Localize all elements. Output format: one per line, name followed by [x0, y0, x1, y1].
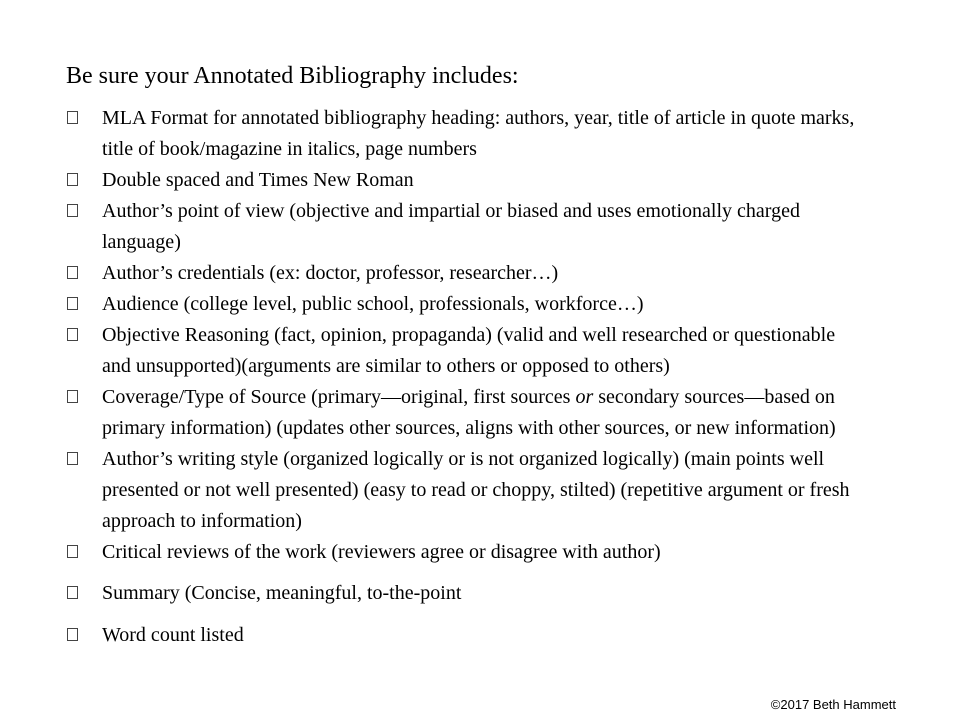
- checklist-item-text: Audience (college level, public school, professionals, workforce…): [102, 293, 644, 315]
- checkbox-icon: [67, 328, 78, 341]
- checkbox-icon: [67, 586, 78, 599]
- copyright-notice: ©2017 Beth Hammett: [770, 697, 896, 712]
- checklist: [66, 103, 866, 651]
- checklist-item-text: MLA Format for annotated bibliography heading: authors, year, title of article in quote marks, title of book/magazine in italics, page numbers: [102, 107, 855, 160]
- checkbox-icon: [67, 111, 78, 124]
- checklist-item-text: Author’s credentials (ex: doctor, professor, researcher…): [102, 262, 559, 284]
- checklist-item-text-start: Coverage/Type of Source (primary—original, first sources: [102, 386, 576, 408]
- checklist-item-critical-reviews: [66, 537, 866, 568]
- checkbox-icon: [67, 297, 78, 310]
- checklist-item-mla-format: [66, 103, 866, 165]
- checklist-item-text: [102, 386, 836, 439]
- checkbox-icon: [67, 452, 78, 465]
- checklist-item-text-end: secondary sources—based on primary information) (updates other sources, aligns with other sources, or new information): [102, 386, 836, 439]
- checkbox-icon: [67, 545, 78, 558]
- checklist-item-coverage: [66, 382, 866, 444]
- checklist-item-text: Critical reviews of the work (reviewers agree or disagree with author): [102, 541, 661, 563]
- checklist-item-point-of-view: [66, 196, 866, 258]
- checklist-item-text: Double spaced and Times New Roman: [102, 169, 414, 191]
- slide-title: Be sure your Annotated Bibliography includes:: [66, 63, 519, 89]
- checklist-item-summary: [66, 578, 866, 609]
- checklist-item-text: Objective Reasoning (fact, opinion, propaganda) (valid and well researched or questionable and unsupported)(arguments are similar to others or opposed to others): [102, 324, 836, 377]
- checklist-item-double-spaced: [66, 165, 866, 196]
- checklist-item-credentials: [66, 258, 866, 289]
- checklist-item-text: Word count listed: [102, 624, 244, 646]
- checkbox-icon: [67, 173, 78, 186]
- checklist-item-text: Summary (Concise, meaningful, to-the-point: [102, 582, 462, 604]
- checkbox-icon: [67, 390, 78, 403]
- checklist-item-word-count: [66, 620, 866, 651]
- checklist-item-objective-reasoning: [66, 320, 866, 382]
- checkbox-icon: [67, 266, 78, 279]
- checklist-item-text: Author’s writing style (organized logically or is not organized logically) (main points well presented or not well presented) (easy to read or choppy, stilted) (repetitive argument or fresh approach to information): [102, 448, 850, 532]
- checkbox-icon: [67, 628, 78, 641]
- emphasis-or: or: [575, 386, 594, 408]
- checklist-item-writing-style: [66, 444, 866, 537]
- checklist-item-text: Author’s point of view (objective and impartial or biased and uses emotionally charged language): [102, 200, 800, 253]
- checklist-item-audience: [66, 289, 866, 320]
- checkbox-icon: [67, 204, 78, 217]
